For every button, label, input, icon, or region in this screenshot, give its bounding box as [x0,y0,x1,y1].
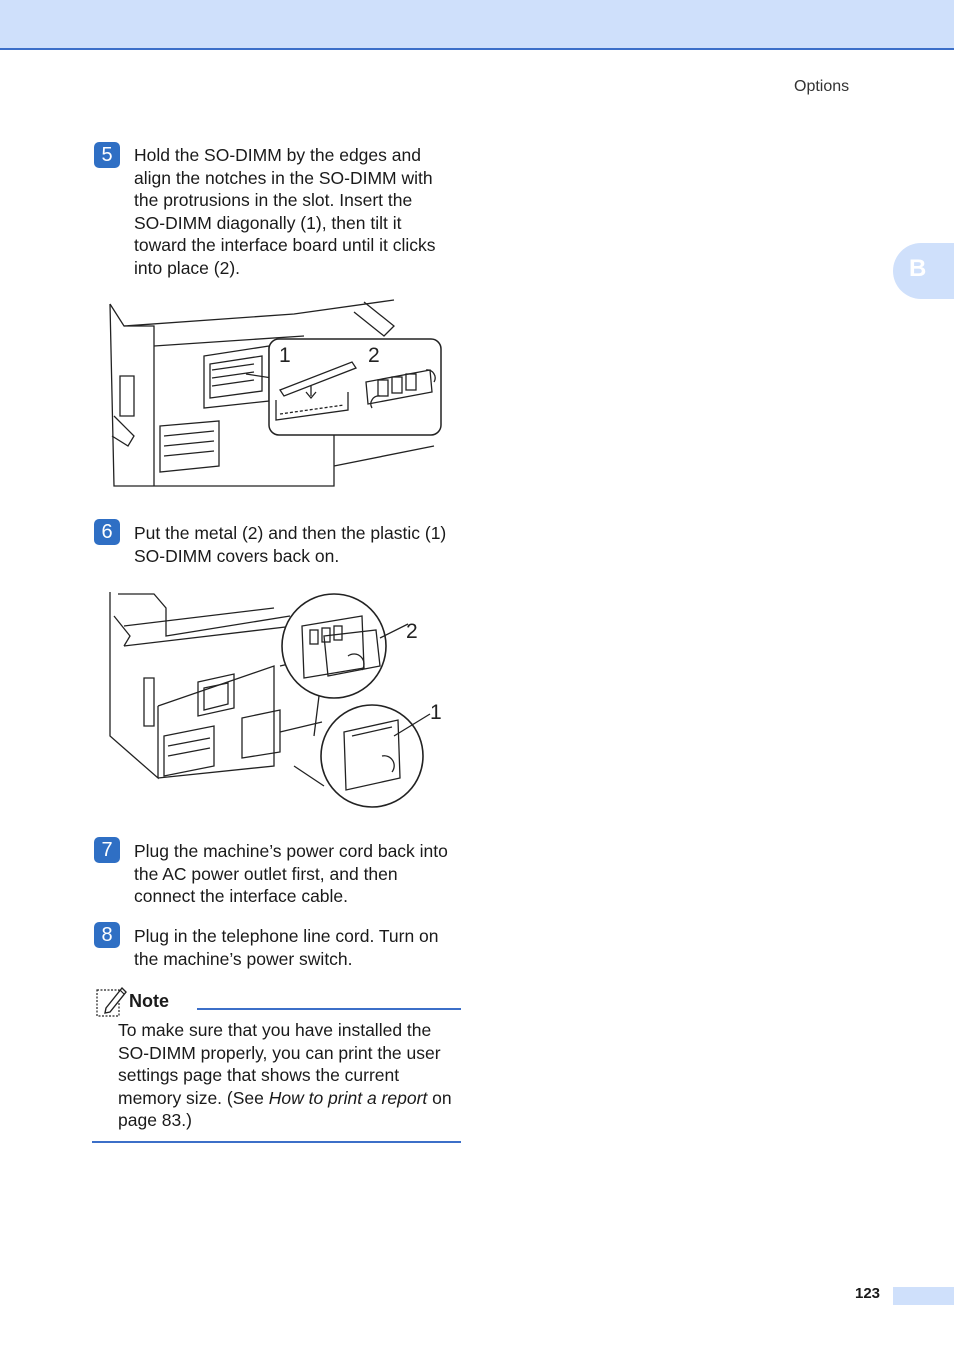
step-5-text: Hold the SO-DIMM by the edges and align the notches in the SO-DIMM with the protrusions in the slot. Insert the SO-DIMM diagonally (1), then tilt it toward the interface board until it clicks into place (2). [134,145,436,278]
chapter-tab [893,243,954,299]
note-reference-link[interactable]: How to print a report [268,1087,428,1108]
fig2-callout-1: 1 [430,701,442,724]
top-header-band [0,0,954,50]
note-text-after: on page 83.) [118,1087,452,1130]
chapter-tab-letter: B [909,255,927,282]
note-title: Note [129,991,169,1011]
page-number: 123 [855,1285,881,1302]
note-text-before: To make sure that you have installed the SO-DIMM properly, you can print the user settings page that shows the current memory size. (See [118,1020,441,1108]
step-8-badge: 8 [94,922,120,948]
fig1-callout-2: 2 [368,344,380,367]
fig2-callout-2: 2 [406,620,418,643]
step-7-text: Plug the machine’s power cord back into the AC power outlet first, and then connect the interface cable. [134,841,448,906]
note-pencil-icon [94,984,128,1018]
note-body [118,1019,463,1132]
figure-replace-covers [104,586,446,810]
fig1-callout-1: 1 [279,344,291,367]
step-8-text: Plug in the telephone line cord. Turn on the machine’s power switch. [134,926,439,969]
note-bottom-rule [92,1141,461,1143]
step-6-badge: 6 [94,519,120,545]
step-6-text: Put the metal (2) and then the plastic (1) SO-DIMM covers back on. [134,523,447,566]
note-top-rule [197,1008,461,1010]
page-number-bar [893,1287,954,1305]
section-label: Options [794,78,850,95]
figure-insert-so-dimm [104,296,446,494]
step-7-badge: 7 [94,837,120,863]
step-5-badge: 5 [94,142,120,168]
